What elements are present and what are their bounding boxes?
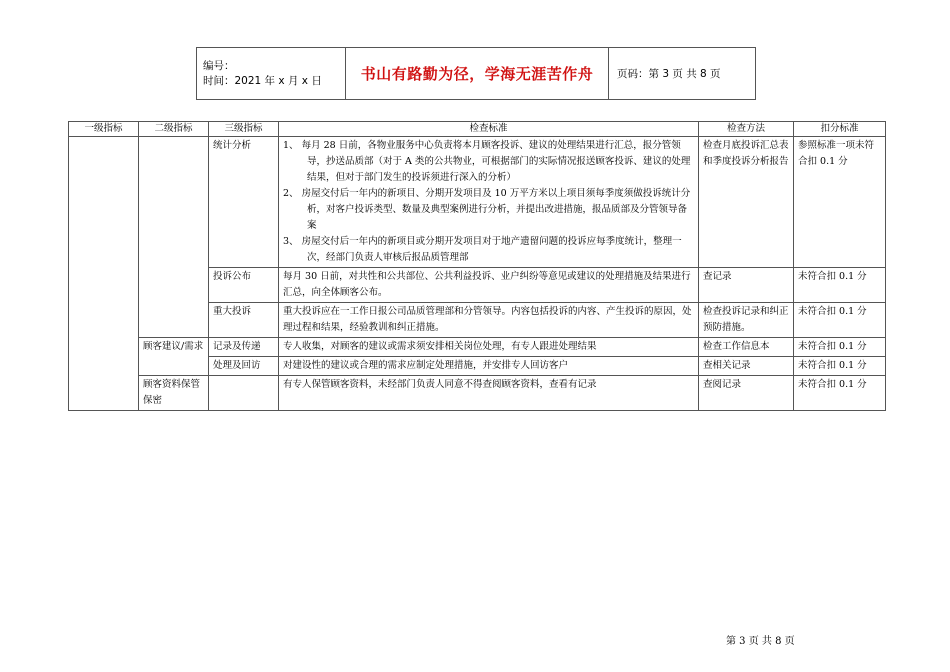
col-header-method: 检查方法 <box>699 122 794 137</box>
list-item: 3、 房屋交付后一年内的新项目或分期开发项目对于地产遗留问题的投诉应每季度统计，整理一次，经部门负责人审核后报品质管理部 <box>283 236 682 263</box>
method-cell: 查阅记录 <box>699 376 794 411</box>
list-item: 1、 每月 28 日前，各物业服务中心负责将本月顾客投诉、建议的处理结果进行汇总，报分管领导，抄送品质部（对于 A 类的公共物业，可根据部门的实际情况报送顾客投诉、建议的处理结果，但对于部门发生的投诉须进行深入的分析） <box>283 140 691 183</box>
level2-cell: 顾客资料保管保密 <box>139 376 209 411</box>
standard-cell <box>279 137 699 268</box>
standard-cell: 专人收集，对顾客的建议或需求须安排相关岗位处理，有专人跟进处理结果 <box>279 338 699 357</box>
standard-cell: 对建设性的建议或合理的需求应制定处理措施，并安排专人回访客户 <box>279 357 699 376</box>
level3-cell <box>209 376 279 411</box>
level3-cell: 投诉公布 <box>209 268 279 303</box>
deduction-cell: 未符合扣 0.1 分 <box>794 303 886 338</box>
level3-cell: 处理及回访 <box>209 357 279 376</box>
method-cell: 检查月底投诉汇总表和季度投诉分析报告 <box>699 137 794 268</box>
deduction-cell: 未符合扣 0.1 分 <box>794 376 886 411</box>
method-cell: 查相关记录 <box>699 357 794 376</box>
level2-cell <box>139 137 209 338</box>
method-cell: 检查工作信息本 <box>699 338 794 357</box>
table-row <box>69 376 886 411</box>
list-item: 2、 房屋交付后一年内的新项目、分期开发项目及 10 万平方米以上项目须每季度须做投诉统计分析，对客户投诉类型、数量及典型案例进行分析，并提出改进措施，报品质部及分管领导备案 <box>283 188 691 231</box>
table-header-row <box>69 122 886 137</box>
method-cell: 查记录 <box>699 268 794 303</box>
page-footer: 第 3 页 共 8 页 <box>726 636 795 647</box>
deduction-cell: 未符合扣 0.1 分 <box>794 357 886 376</box>
page-label: 页码：第 3 页 共 8 页 <box>609 48 756 100</box>
method-cell: 检查投诉记录和纠正预防措施。 <box>699 303 794 338</box>
col-header-level2: 二级指标 <box>139 122 209 137</box>
deduction-cell: 未符合扣 0.1 分 <box>794 338 886 357</box>
code-label: 编号： <box>203 59 235 72</box>
level1-cell <box>69 137 139 411</box>
document-header <box>196 47 756 100</box>
level3-cell: 记录及传递 <box>209 338 279 357</box>
table-row <box>69 137 886 268</box>
col-header-level3: 三级指标 <box>209 122 279 137</box>
col-header-standard: 检查标准 <box>279 122 699 137</box>
level2-cell: 顾客建议/需求 <box>139 338 209 376</box>
deduction-cell: 未符合扣 0.1 分 <box>794 268 886 303</box>
motto: 书山有路勤为径，学海无涯苦作舟 <box>346 48 609 100</box>
inspection-table <box>68 121 886 411</box>
header-meta <box>197 48 346 100</box>
standard-list <box>283 138 694 266</box>
level3-cell: 统计分析 <box>209 137 279 268</box>
date-label: 时间：2021 年 x 月 x 日 <box>203 74 322 87</box>
level3-cell: 重大投诉 <box>209 303 279 338</box>
table-row <box>69 338 886 357</box>
standard-cell: 每月 30 日前，对共性和公共部位、公共利益投诉、业户纠纷等意见或建议的处理措施及结果进行汇总，向全体顾客公布。 <box>279 268 699 303</box>
col-header-level1: 一级指标 <box>69 122 139 137</box>
deduction-cell: 参照标准一项未符合扣 0.1 分 <box>794 137 886 268</box>
standard-cell: 有专人保管顾客资料，未经部门负责人同意不得查阅顾客资料，查看有记录 <box>279 376 699 411</box>
standard-cell: 重大投诉应在一工作日报公司品质管理部和分管领导。内容包括投诉的内容、产生投诉的原因，处理过程和结果，经验教训和纠正措施。 <box>279 303 699 338</box>
col-header-deduction: 扣分标准 <box>794 122 886 137</box>
